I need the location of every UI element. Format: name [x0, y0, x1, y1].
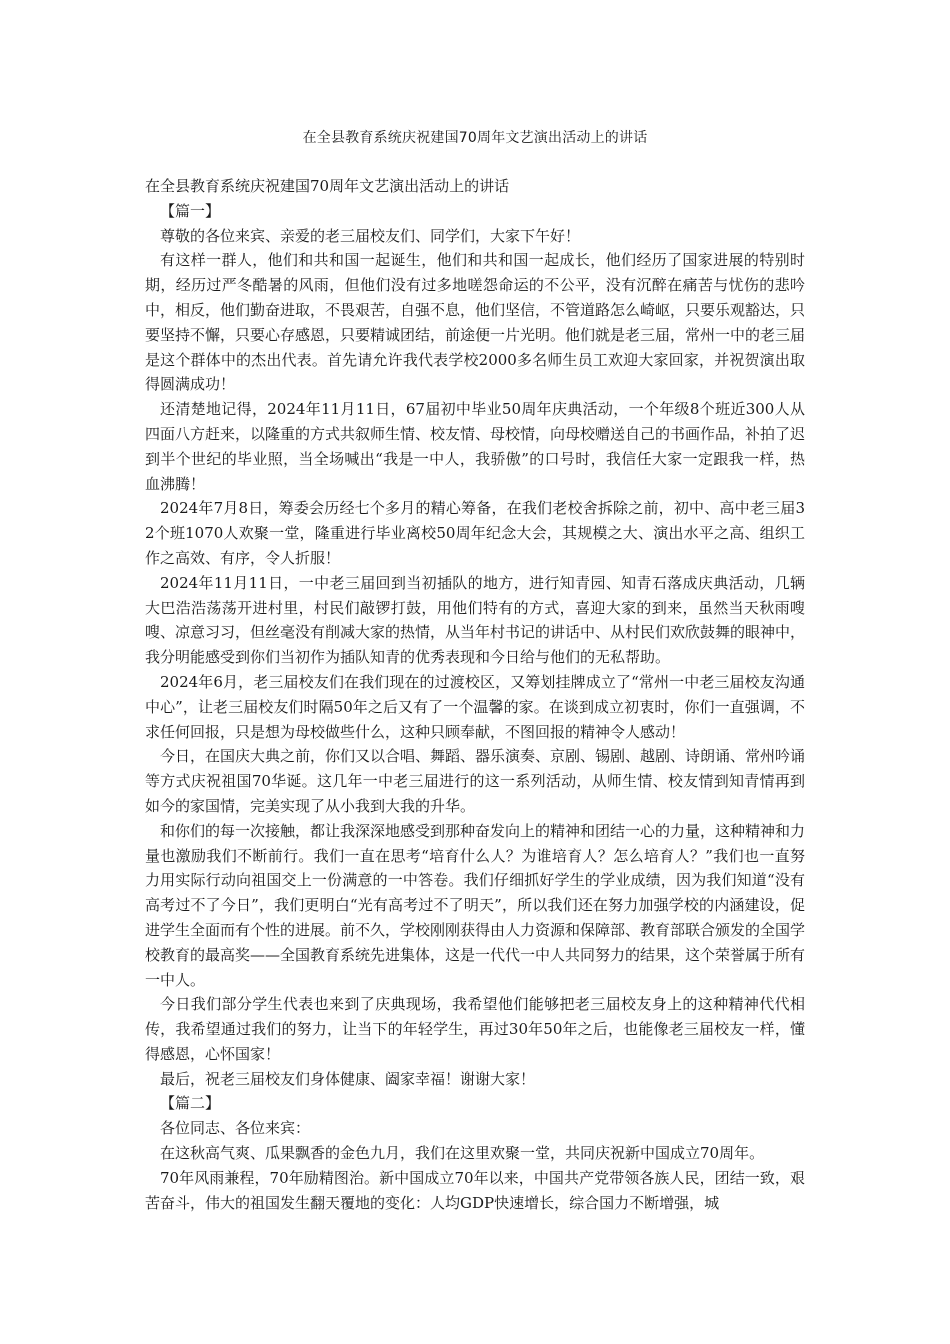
paragraph: 今日，在国庆大典之前，你们又以合唱、舞蹈、器乐演奏、京剧、锡剧、越剧、诗朗诵、常州吟诵等方式庆祝祖国70华诞。这几年一中老三届进行的这一系列活动，从师生情、校友情到知青情再到如今的家国情，完美实现了从小我到大我的升华。 — [145, 747, 806, 815]
section-heading-1: 【篇一】 — [160, 201, 221, 220]
paragraph: 在这秋高气爽、瓜果飘香的金色九月，我们在这里欢聚一堂，共同庆祝新中国成立70周年。 — [160, 1144, 765, 1163]
paragraph: 2024年11月11日，一中老三届回到当初插队的地方，进行知青园、知青石落成庆典活动，几辆大巴浩浩荡荡开进村里，村民们敲锣打鼓，用他们特有的方式，喜迎大家的到来，虽然当天秋雨嗖嗖、凉意习习，但丝毫没有削减大家的热情，从当年村书记的讲话中、从村民们欢欣鼓舞的眼神中，我分明能感受到你们当初作为插队知青的优秀表现和今日给与他们的无私帮助。 — [145, 573, 806, 667]
paragraph: 今日我们部分学生代表也来到了庆典现场，我希望他们能够把老三届校友身上的这种精神代代相传，我希望通过我们的努力，让当下的年轻学生，再过30年50年之后，也能像老三届校友一样，懂得感恩，心怀国家！ — [145, 995, 805, 1063]
paragraph: 70年风雨兼程，70年励精图治。新中国成立70年以来，中国共产党带领各族人民，团结一致，艰苦奋斗，伟大的祖国发生翻天覆地的变化：人均GDP快速增长，综合国力不断增强，城 — [145, 1168, 805, 1212]
document-subtitle: 在全县教育系统庆祝建国70周年文艺演出活动上的讲话 — [145, 177, 510, 195]
paragraph: 有这样一群人，他们和共和国一起诞生，他们和共和国一起成长，他们经历了国家进展的特别时期，经历过严冬酷暑的风雨，但他们没有过多地嗟怨命运的不公平，没有沉醉在痛苦与忧伤的悲吟中，相反，他们勤奋进取，不畏艰苦，自强不息，他们坚信，不管道路怎么崎岖，只要乐观豁达，只要坚持不懈，只要心存感恩，只要精诚团结，前途便一片光明。他们就是老三届，常州一中的老三届是这个群体中的杰出代表。首先请允许我代表学校2000多名师生员工欢迎大家回家，并祝贺演出取得圆满成功！ — [145, 251, 806, 394]
paragraph: 和你们的每一次接触，都让我深深地感受到那种奋发向上的精神和团结一心的力量，这种精神和力量也激励我们不断前行。我们一直在思考“培育什么人？为谁培育人？怎么培育人？”我们也一直努力用实际行动向祖国交上一份满意的一中答卷。我们仔细抓好学生的学业成绩，因为我们知道“没有高考过不了今日”，我们更明白“光有高考过不了明天”，所以我们还在努力加强学校的内涵建设，促进学生全面而有个性的进展。前不久，学校刚刚获得由人力资源和保障部、教育部联合颁发的全国学校教育的最高奖——全国教育系统先进集体，这是一代代一中人共同努力的结果，这个荣誉属于所有一中人。 — [145, 821, 806, 989]
paragraph: 各位同志、各位来宾： — [160, 1119, 311, 1138]
paragraph: 尊敬的各位来宾、亲爱的老三届校友们、同学们，大家下午好！ — [160, 226, 581, 245]
paragraph: 还清楚地记得，2024年11月11日，67届初中毕业50周年庆典活动，一个年级8个班近300人从四面八方赶来，以隆重的方式共叙师生情、校友情、母校情，向母校赠送自己的书画作品，补拍了迟到半个世纪的毕业照，当全场喊出“我是一中人，我骄傲”的口号时，我信任大家一定跟我一样，热血沸腾！ — [145, 400, 806, 493]
paragraph: 2024年7月8日，筹委会历经七个多月的精心筹备，在我们老校舍拆除之前，初中、高中老三届32个班1070人欢聚一堂，隆重进行毕业离校50周年纪念大会，其规模之大、演出水平之高、组织工作之高效、有序，令人折服！ — [145, 499, 805, 567]
document-body — [145, 174, 805, 1215]
section-heading-2: 【篇二】 — [160, 1094, 221, 1113]
paragraph: 最后，祝老三届校友们身体健康、阖家幸福！谢谢大家！ — [160, 1069, 536, 1088]
paragraph: 2024年6月，老三届校友们在我们现在的过渡校区，又筹划挂牌成立了“常州一中老三届校友沟通中心”，让老三届校友们时隔50年之后又有了一个温馨的家。在谈到成立初衷时，你们一直强调，不求任何回报，只是想为母校做些什么，这种只顾奉献，不图回报的精神令人感动！ — [145, 672, 805, 741]
page-title: 在全县教育系统庆祝建国70周年文艺演出活动上的讲话 — [302, 130, 648, 146]
